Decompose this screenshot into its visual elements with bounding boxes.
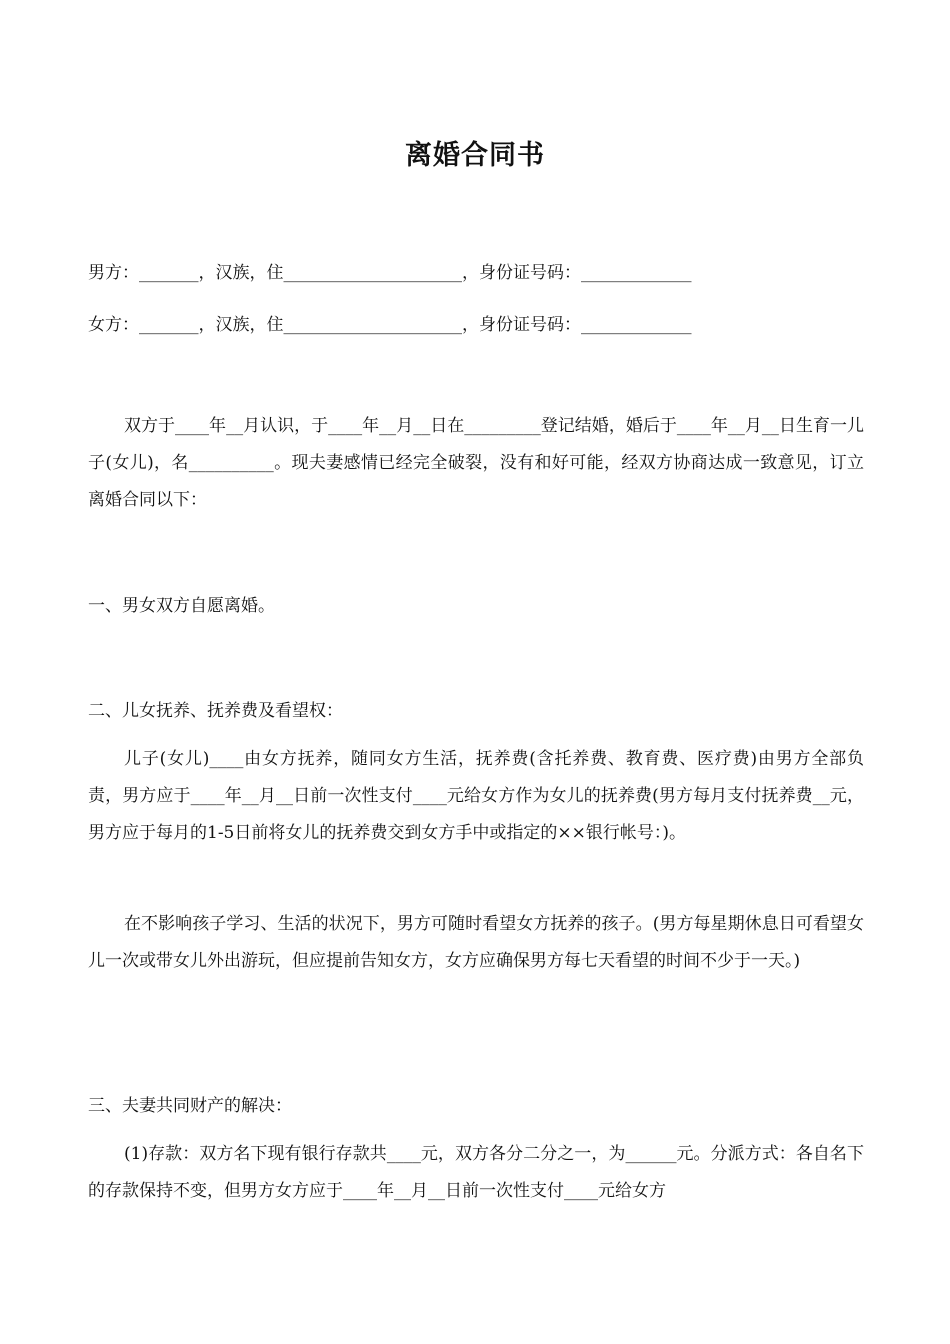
section-3-paragraph-deposits: (1)存款：双方名下现有银行存款共____元，双方各分二分之一，为______元。分派方式：各自名下的存款保持不变，但男方女方应于____年__月__日前一次性支付____元给女方 bbox=[88, 1144, 864, 1201]
document-title: 离婚合同书 bbox=[405, 140, 545, 171]
section-2-paragraph-custody: 儿子(女儿)____由女方抚养，随同女方生活，抚养费(含托养费、教育费、医疗费)由男方全部负责，男方应于____年__月__日前一次性支付____元给女方作为女儿的抚养费(男方每月支付抚养费__元，男方应于每月的1-5日前将女儿的抚养费交到女方手中或指定的××银行帐号：)。 bbox=[88, 749, 864, 843]
husband-info-line: 男方：_______，汉族，住_____________________，身份证号码：_____________ bbox=[88, 263, 692, 283]
section-2-paragraph-visitation: 在不影响孩子学习、生活的状况下，男方可随时看望女方抚养的孩子。(男方每星期休息日可看望女儿一次或带女儿外出游玩，但应提前告知女方，女方应确保男方每七天看望的时间不少于一天。) bbox=[88, 914, 864, 971]
section-1-heading: 一、男女双方自愿离婚。 bbox=[88, 596, 275, 616]
section-2-heading: 二、儿女抚养、抚养费及看望权： bbox=[88, 701, 343, 721]
intro-paragraph: 双方于____年__月认识，于____年__月__日在_________登记结婚，婚后于____年__月__日生育一儿子(女儿)，名__________。现夫妻感情已经完全破裂，没有和好可能，经双方协商达成一致意见，订立离婚合同以下： bbox=[88, 416, 864, 510]
section-3-heading: 三、夫妻共同财产的解决： bbox=[88, 1096, 292, 1116]
wife-info-line: 女方：_______，汉族，住_____________________，身份证号码：_____________ bbox=[88, 315, 692, 335]
